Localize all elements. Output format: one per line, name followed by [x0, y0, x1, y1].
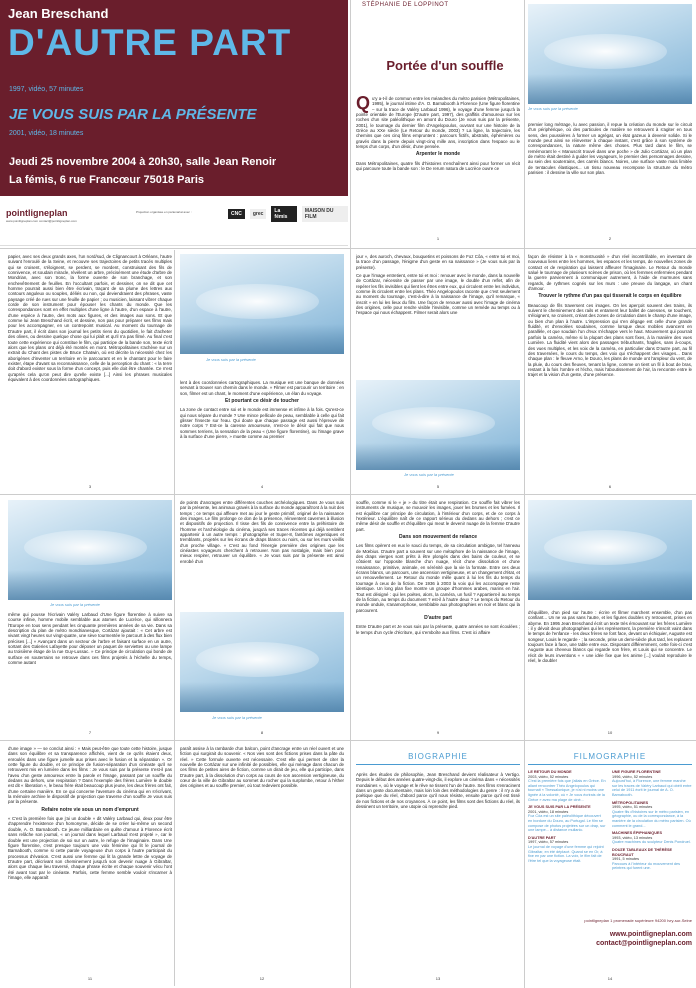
filmo-film-year: 2003, vidéo, 52 minutes [528, 774, 569, 779]
filmo-item [612, 848, 692, 871]
filmo-film-year: 1993, vidéo, 13 minutes [612, 835, 653, 840]
text-page-9 [356, 500, 520, 728]
footer-address: pointligneplan 1 promenade supérieure 94200 Ivry-sur-Seine [584, 918, 692, 923]
text-page-1 [356, 96, 520, 246]
footer-contact [522, 930, 692, 948]
filmo-title: FILMOGRAPHIE [573, 752, 647, 761]
brand-url: www.pointligneplan.com contact@pointligneplan.com [6, 219, 77, 223]
text-page-7 [8, 612, 172, 726]
essay-paragraph: de points d'ancrages entre différentes couches archéologiques. Dans Je vous suis par la présente, les animaux gravés à la surface du monde apparaîtront à la nuit des temps ; ce temps qui affleure met au jour le geste primitif, originel de la naissance des images. Le film prolonge ce don de la présence, réinventent cavernes à illusion et dispositifs de projection. Il tisse des fils de connivence entre la préhistoire de l'homme et l'archéologie du cinéma, jusqu'à ses traces récentes qui déjà semblent appartenir à un autre temps : photographie et Super-8, fantômes argentiques et tremblants, projetés sur les écrans de draps blancs ou noirs, ou sur les murs vieillis d'un proche village. « C'est au fond l'énergie première des origines que les cinéastes voyageurs cherchent à retrouver. Non pas nostalgie, mais bien pour mieux respirer, retrouver un équilibre. « Je vous suis par la présente est ainsi enrobé d'un [180, 500, 344, 564]
page-number: 3 [88, 484, 92, 489]
cover-date: Jeudi 25 novembre 2004 à 20h30, salle Jean Renoir [9, 156, 277, 168]
filmo-film-title: MACHINES ÉPIPHANIQUES [612, 831, 662, 836]
essay-title: Portée d'un souffle [386, 58, 504, 73]
page-number: 8 [260, 730, 264, 735]
cover-title-main: D'AUTRE PART [8, 22, 292, 63]
filmo-item [528, 805, 606, 833]
photo-cloudy-hills [356, 380, 520, 470]
cover-footer [0, 196, 348, 246]
cover-director: Jean Breschand [8, 6, 109, 21]
essay-paragraph: papier, avec ses deux grands axes, l'un nord/sud, de Clignancourt à Orléans, l'autre suivant l'enroulé de la Seine, et recouvre ses trajectoires de petits tracés multiples qui se croisent, s'éloignent, se perdent, se mordent, construisant des fils de connivence, et soudain miracle, révèlent un arbre, précisément une étude d'arbre de Mondrian, avec son tronc, la forme ouverte de son branchage, et son enchevêtrement de feuilles. En l'occultant parfois, et dessiner, on se dit que cet homme pourrait aussi bien être écrivain, traçant de sa plume des lettres aux contours anguleux ou souples, déliés ou non, qui deviendraient des phrases, vaste paysage créé de rues sur une feuille de papier ; ou musicien, laissant vibrer chaque corde de son instrument pour épouser les chants du monde. Que les correspondances sont en effet multiples d'une ligne à l'autre, d'un espace à l'autre, d'une espèce à l'autre, des mots aux figures, et des images aux sons. Et que comme lui Jean Breschand écrit, et dessine, non pas pour préparer ses films mais pour les accompagner, en un contrepoint musical. Au moment du tournage de D'autre part, il écrit dans son journal les petits riens du quotidien, le fait d'acheter des olives, ou dessine quelque chose qui lui plaît et qu'il n'a pas filmé. Au final c'est toute cette expérience qui constitue le film, qui participe de la bande son, texte écrit alors que les plans ont déjà été montés en mont. Métropolitaines s'achève sur un extrait du Chant des pistes de Bruce Chatwin, où est décrite la nécessité chez les aborigènes d'inventer un territoire en le parcourant et en le chantant pour le faire exister, étape d'avant sa reconnaissance, celle de la perception du chant : « la terre doit d'abord exister sous la forme d'un concept, puis elle doit être chantée. Ce n'est qu'après cela qu'on peut dire qu'elle existe [...] Ainsi les phrases musicales équivalent à des coordonnées cartographiques. [8, 254, 172, 382]
essay-paragraph: premier long métrage, lu avec passion, il repue la création du monde sur le circuit d'un périphérique, où des particules de matière se retrouvent à s'agiter en tous sens, des poussières à former un agrégat, un état gazeux à devenir solide. Si le monde peut ainsi se réinventer à chaque instant, c'est grâce à son système de correspondances, la nature même des choses. Plus tard dans le film, se remémorant le « Manuscrit trouvé dans une poche » de Julio Cortázar, où un plan de métro était destiné à guider les voyageurs, le premier des personnages dessine, au sein des souterrains, des carrés blancs. Noires, une surface vaste mais limitée de tentacules élastiques... un tissu nouveau recompose la structure du métro parisien : il dessine la ville sur son plan. [528, 122, 692, 176]
column-divider [174, 250, 175, 986]
essay-paragraph: paraît assise à la rambarde d'un balcon, point d'ancrage entre un réel ouvert et une fiction qui surgirait du souvenir. « Nos vies sont des fictions prises dans la pâte du réel. » Cette formule ouverte est nécessaire. C'est elle qui permet de citer la nouvelle de Cortázar sur une infinité de possibles, elle qui ménage dans chacun de ces films de petites aires de fiction, comme un dirait de jeu, elle qui participe, dans D'autre part, à la dissolution d'un corps au cours de son ascension vertigineuse, du cœur de la ville de Gibraltar au sommet du rocher qui la surplombe, retour à l'éther des origines et au souffle premier, où tout redevient possible. [180, 746, 344, 789]
section-heading: Et pourtant ce désir de toucher [225, 398, 299, 405]
partner-logo: grec [250, 209, 267, 219]
essay-paragraph: Dans Métropolitaines, quatre fils d'histoires s'enchaînent ainsi pour former un récit qui parcoure toute la bande son : le De rerum natura de Lucrèce ouvre ce [356, 160, 520, 172]
photo-caption: Je vous suis par la présente [206, 357, 256, 362]
text-page-4 [180, 380, 344, 484]
text-page-5 [356, 254, 520, 380]
filmo-film-desc: Le journal de voyage d'une femme qui rejoint Gibraltar, en été déplacé. Quand se en Or, à fixe en par une fiction. La voix, le film fait de l'être tel que la voyageuse était. [528, 844, 604, 863]
photo-caption: Je vous suis par la présente [212, 715, 262, 720]
page-number: 2 [608, 236, 612, 241]
filmo-item [528, 836, 606, 864]
text-page-11 [8, 746, 172, 976]
filmo-film-desc: Parcours à l'intérieur du mouvement des peintres qui furent une. [612, 861, 681, 871]
page-number: 4 [260, 484, 264, 489]
footer-website-link[interactable]: www.pointligneplan.com [609, 931, 692, 938]
essay-paragraph: La zone de contact entre soi et le monde est immense et infime à la fois. Qu'est-ce qui nous sépare du monde ? Une mince pellicule de peau, semblable à celle qui fait glisser l'insecte sur l'eau. Qui doute que chaque passage est aussi l'épreuve de notre corps ? Est-ce la caresse amoureuse, n'est-ce le désir qui fait que nous sommes terriens, la sensation de la peau « (Une figure florentine), ou l'image grave à la surface d'une pierre, » muette comme au premier [180, 407, 344, 440]
partner-logos [228, 206, 348, 222]
filmo-item [612, 770, 692, 798]
text-page-10 [528, 610, 692, 726]
footer-email-link[interactable]: contact@pointligneplan.com [596, 940, 692, 947]
page-number: 13 [435, 976, 441, 981]
photo-river-mist [528, 4, 692, 104]
filmo-item [612, 831, 692, 845]
brand-logo: pointligneplan [6, 208, 68, 218]
photo-misty-valley [528, 500, 692, 600]
section-heading: Arpenter le monde [415, 151, 461, 158]
filmo-underline [528, 764, 692, 765]
cover-title-main-details: 1997, vidéo, 57 minutes [9, 86, 84, 93]
filmo-film-desc: C'est la première fois que j'allais en Grèce. En allant rencontrer Théo Angelopoulos qui tournait « Thessalonique, je n'ai ni moins une lignée à la volonté, où « Je vous écrirais de la Grèce » avec ma plage de ciné... [528, 779, 606, 802]
section-heading: D'autre part [424, 614, 452, 621]
filmo-film-year: 1997, vidéo, 57 minutes [528, 840, 569, 845]
filmo-column-left [528, 770, 606, 866]
page-number: 11 [87, 976, 93, 981]
filmo-item [528, 770, 606, 802]
essay-paragraph: Les films opèrent en eux le souci du temps, de sa circulation ambigüe, tel l'anneau de Mœbius. D'autre part a souvent sur une métaphore de la naissance de l'image, des draps vierges sont prêts à être plongés dans des bains de couleur, et se côtoient sur l'opposite blanche d'un nuage, récit d'une dissolution et d'une renaissance, primitive, animale, en sérénité que la vie la formate. Entre ces deux écrans blancs, un parcours, une ascension vertigineuse, et un changement d'état, et un renouvellement. Le Retour du monde mêle quant à lui les fils du temps du tournage à ceux de la fiction. De 1936 à 2003 la voix qui les accompagne reste identique. Un long plan fixe montre un groupe d'hommes arabes, marins en l'air. Tout est désigné : qui les poètes, alors, la caméra, un fusil ? Appartient-il au temps de la fiction, au temps du document ? est-il à l'autre deux ? Le temps du Retour du monde ondule, s'anamorphose, semblable aux photographies en noir et blanc qui la parcourent. [356, 543, 520, 613]
essay-paragraph: lent à des coordonnées cartographiques. La musique est une banque de données servant à trouver son chemin dans le monde. » Filmer est parcourir un territoire : en son, filmer est un chant, le moment d'une expérience, un élan du voyage. [180, 380, 344, 396]
row-divider [0, 494, 696, 495]
essay-paragraph: d'une image » — se conclut ainsi : « Mais peut-être que toute cette histoire, jusque dans son équilibre et sa transparence affichés, vient de ce qu'ils étaient deux, enroulés dans une figure jumelle aux prises avec le fusion et la séparation ». Or cette figure du double, et ce principe de fusion-séparation d'un cinéaste qu'il se retrouvent mis en lumière dans les films : Je vous suis par la présente n'est-il pas l'aveu d'un geste amoureux entre la parole et l'image, passant par un souffle du dedans au dehors, une respiration ? Dans l'exemple des frères Lumière le double est dit « liberation », le beau frère était beaucoup plus jeune, les deux frères ont fait, d'une certaine manière. En ce qui concerne l'aventure du cinéma qui en s'écrivant, la mémoire archive le dispositif de projection que traverse d'un souffle Je vous suis par la présente. [8, 746, 172, 805]
partner-logo: CNC [228, 209, 245, 219]
page-number: 14 [607, 976, 613, 981]
cover-title-second: JE VOUS SUIS PAR LA PRÉSENTE [9, 106, 257, 123]
essay-paragraph: Entre D'autre part et Je vous suis par la présente, quatre années se sont écoulées ; le temps d'un cycle d'écriture, qui s'emboîte aux films. C'est ici affaire [356, 624, 520, 635]
row-divider [0, 248, 696, 249]
essay-intro: u'y a-t-il de commun entre les méandres du métro parisien (Métropolitaines, 1995), le journal intime d'A. O. Barnabooth à Florence (Une figure florentine – sur la trace de Valéry Larbaud 1996), le voyage d'une femme jusqu'à la pointe orientale de l'Europe (D'autre part, 1997), des graffitis d'amoureux sur les roches d'un site paléolithique en amont du Douro (Je vous suis par la présente, 2001), le tournage du dernier film d'Angelopoulos, ouvrant sur une histoire de la Grèce au XXe siècle (Le Retour du monde, 2003) ? La ligne, la trajectoire, les chemins que ces cinq films empruntent : parcours fictifs, abstraits, éphémères ou gravés dans la pierre depuis vingt-cinq mille ans, inscription dans l'espace ou le temps d'un corps, d'un désir, d'une pensée. [356, 96, 520, 150]
essay-paragraph: même qui pousse l'écrivain Valéry Larbaud d'Une figure florentine à suivre sa course infinie, homme mobile semblable aux atomes de Lucrèce, qui sillonnera l'Europe en tous sens pendant les cinquante premières années de sa vie. Dans sa description du plan de métro mondrianesque, Cortázar ajoutait : « Cet arbre est vivant vingt heures sur vingt-quatre, une sève tourmentée le parcourt à des flux bien précises [...] » Avançant dans un secteur de l'arbre et faisant surface en un autre, sortant des Galeries Lafayette pour déposer un paquet de serviettes ou une lampe au troisième étage de la rue Guy-Lussac. » Ce principe de circulation qui bonde de surface en souterrains se retrouve dans ces films projetés à l'échelle du temps, comme autant [8, 612, 172, 666]
essay-paragraph: « C'est la première fois que j'ai un double » dit Valéry Larbaud qui, deux pour être d'apprendre l'existence d'un homonyme, décide de se créer lui-même un second double, A. O. Barnabooth. Ce jeune milliardaire en quête d'amour à Florence écrit sans relâche son journal, « un journal dans lequel Larbaud s'est projeté », car le double est une projection de soi sur un autre, le refuge de l'imaginaire. Dans Une figure florentine, c'est presque toujours une voix féminine qui lit le journal de Barnabooth, comme si cette parole voyageuse d'un corps à l'autre participait du processus d'évasion. C'est aussi une femme qui lit la grande lettre de voyage de D'autre part, décrivant son cheminement jusqu'à son devenir nuage à Gibraltar, alors que chaque lieu traversé, chaque phrase écrite et chaque souvenir vécu l'ont été avant tout par le cinéaste. Parfois, cette femme semble vouloir s'incarner à l'image, elle apparaît [8, 816, 172, 880]
page-number: 10 [607, 730, 613, 735]
partner-logo: La fémis [271, 206, 297, 222]
filmo-film-title: JE VOUS SUIS PAR LA PRÉSENTE [528, 805, 591, 810]
filmo-film-desc: Quatre fils d'histoires sur le métro parisien, en géographie, ou de la correspondance, à la manière de la circulation du métro parisien. Où comment le grand... [612, 809, 691, 828]
filmo-film-desc: Quatre machines du sculpteur Denis Pondruel. [612, 840, 691, 845]
bio-text [356, 772, 520, 882]
essay-paragraph: d'équilibre, d'un pied sur l'autre : écrire et filmer marchent ensemble, d'un pas confiant... Un ne va pas sans l'autre, et les figures doubles s'y retrouvent, prises en abyme. En 1995 Jean Breschand écrit un texte très émouvant sur les frères Lumière : il y dévoit deux photographies qui les représentent, la première s'inscrit vaint dans le temps de l'enfance - les deux frères se font face, devant un échiquier, Auguste est songeur, Louis le regarde - ; la seconde, prise un demi-siècle plus tard, les replacent toujours face à face, une table entre eux. Disposant différemment, cette fois-ci c'est Auguste aux cheveux blancs qui regarde son frère, et Louis qui se concentre. Le récit de leurs inventions « « une idée fixe que les anime [...] voulait reproduire le réel, le doubler [528, 610, 692, 664]
cover-header [0, 0, 348, 196]
bio-underline [356, 764, 520, 765]
photo-caption: Je vous suis par la présente [404, 472, 454, 477]
filmo-film-year: 1991, 5 minutes [612, 857, 640, 862]
page-number: 7 [88, 730, 92, 735]
essay-paragraph: façon de résister à la « monstruosité » d'un réel incontrôlable, en inventant de nouveaux liens entre les hommes, les espaces et les temps, de nouvelles zones de contact et de respiration qui laissent affleurer l'imaginaire. Le Retour du monde salué le tournage de plusieurs scènes de prison, où les femmes enfermées pendant la guerre parviennent à communiquer autrement, à l'aide de murmures sans regards, de rythmes cognés sur les murs : une preuve du langage, un chant d'amour. [528, 254, 692, 292]
essay-author: STÉPHANIE DE LOPPINOT [362, 2, 449, 8]
page-number: 1 [436, 236, 440, 241]
text-page-12 [180, 746, 344, 856]
essay-paragraph: Beaucoup de fils traversent ces images. On les aperçoit souvent des trains, ils suivent le cheminement des rails et entament leur ballet de caresses, se touchent, s'éloignent, se croisent, créant des zones de circulation dans le champ d'une image, ou bien d'un plan à l'autre. L'impression qui s'en dégage est celle d'une grande fluidité, et d'envolées soudaines, comme lorsque deux mobiles avancent en parallèle, et que soudain l'un d'eux s'échappe vers le haut. Mouvement qui pourrait parfois la caméra, même si la plupart des plans sont fixes, à la manière des vues Lumière. La fluidité vient alors des passages trébuchants, fragiles, sans à-coups, des vues multiples, et les voix de la caméra, en particulier dans D'autre part, au fil des traversées, le cours du temps, des voix qui s'échappent des visages... Dans chaque plan : le fleuve Arno, le Douro, les plans de monde ont l'ampleur du vent, de la pluie, du cours des fleuves, tenant la ligne, comme on tient un fil à bout de bras, restant à la fois l'ombre et l'écho, mais l'aboutissement de l'air, la rencontre entre le trajet et la vision d'un geste, d'une présence. [528, 302, 692, 378]
photo-caption: Je vous suis par la présente [528, 106, 578, 111]
column-divider [524, 0, 525, 988]
filmo-film-title: D'AUTRE PART [528, 835, 556, 840]
text-page-3 [8, 254, 172, 484]
filmo-film-title: LE RETOUR DU MONDE [528, 770, 572, 774]
section-heading: Refaire notre vie sous un nom d'emprunt [41, 806, 139, 813]
filmo-film-desc: Foz Côa est un site paléolithique découvert en bordure du Douro, au Portugal. Le film se compose de photos projetées sur un drap, sur une lampe... à distance mullanic. [528, 814, 606, 833]
text-page-6 [528, 254, 692, 484]
bio-paragraph: Après des études de philosophie, Jean Breschand devient réalisateur à Vertigo. Depuis le début des années quatre-vingt-dix, il explore un cinéma dans « nécessités mondaines », où le voyage et le rêve se tissent l'un de l'autre. Ses films s'enracinent dans un geste documentaire, mais loin loin des méthodologies du genre : il n'y a de poétique que du réel, d'abord parce qu'il nous résiste, ensuite parce qu'il est tissé de nos fictions et de nos croyances. À ce point, les films sont des fictions du réel, ils dessinent un territoire, une utopie où reprendre pied. [356, 772, 520, 810]
section-heading: Dans son mouvement de relance [398, 534, 478, 541]
projection-note: Projection organisée en partenariat avec : [136, 210, 192, 214]
text-page-2 [528, 122, 692, 242]
bio-title: BIOGRAPHIE [408, 752, 468, 761]
filmo-film-year: 1995, vidéo, 51 minutes [612, 805, 653, 810]
essay-paragraph: Ce que l'image entretient, entre toi et moi : renouer avec le monde, dans la nouvelle de Cortázar, nécessite de passer par une image, le double d'un reflet, afin de repérer les fils invisibles qui lient les êtres entre eux, qui circulent entre les individus, comme ils circulent entre les plans. Théo Angelopoulos raconte que c'est seulement au moment du tournage, c'est-à-dire à la naissance de l'image, qu'il remarque, « inscrit » en lui les lieux du film. Une façon de renouer aussi avec l'image de cinéma des origines, celle pour rendre visible l'invisible, comme un remède au temps ou à l'espace qui nous échappent. Filmer serait alors une [356, 273, 520, 316]
photo-hillside [8, 500, 172, 600]
page-number: 9 [436, 730, 440, 735]
row-divider [0, 740, 696, 741]
page-number: 12 [259, 976, 265, 981]
cover-place: La fémis, 6 rue Francœur 75018 Paris [9, 174, 205, 186]
cover-title-second-details: 2001, vidéo, 18 minutes [9, 130, 84, 137]
filmo-film-year: 2001, vidéo, 18 minutes [528, 809, 569, 814]
filmo-film-year: 1996, vidéo, 52 minutes [612, 774, 653, 779]
filmo-film-title: UNE FIGURE FLORENTINE [612, 770, 661, 774]
filmo-film-title: MÉTROPOLITAINES [612, 800, 649, 805]
page-number: 5 [436, 484, 440, 489]
column-divider [350, 0, 351, 988]
photo-mist-landscape [180, 254, 344, 354]
drop-cap: Q [356, 96, 371, 113]
section-heading: Trouver le rythme d'un pas qui tisserait le corps en équilibre [538, 293, 682, 300]
filmo-column-right [612, 770, 692, 874]
page-number: 6 [608, 484, 612, 489]
partner-logo: MAISON DU FILM [302, 206, 348, 222]
filmo-film-desc: Aujourd'hui, à Florence, une femme marche sur les traces de Valéry Larbaud qui obéit entre celui de 1911 écrit le journal de A. O. Barnabooth. [612, 779, 692, 797]
photo-caption: Je vous suis par la présente [50, 602, 100, 607]
essay-paragraph: souffle, comme si le « je » du titre était une respiration. Ce souffle fait vibrer les instruments de musique, se mouvoir les images, jouer les brumes et les fumées. Il est équilibre car principe de circulation, à l'intérieur d'un corps, et de ce corps à l'extérieur. L'équilibre naît de ce rapport sérieux du dedans au dehors ; c'est ce même désir de souffle et d'équilibre qui meut le devenir nuage de la femme D'autre part. [356, 500, 520, 532]
essay-paragraph: jour », des auroch, chevaux, bouquetins et poissons de Foz Côa, « entre toi et moi, la trace d'un passage, l'énigme d'un geste en sa naissance » (Je vous suis par la présente). [356, 254, 520, 270]
photo-sky [180, 612, 344, 712]
filmo-film-title: DOUZE TABLEAUX DE THÉRÈSE BOUCRAUT [612, 847, 673, 857]
filmo-item [612, 801, 692, 829]
text-page-8 [180, 500, 344, 610]
